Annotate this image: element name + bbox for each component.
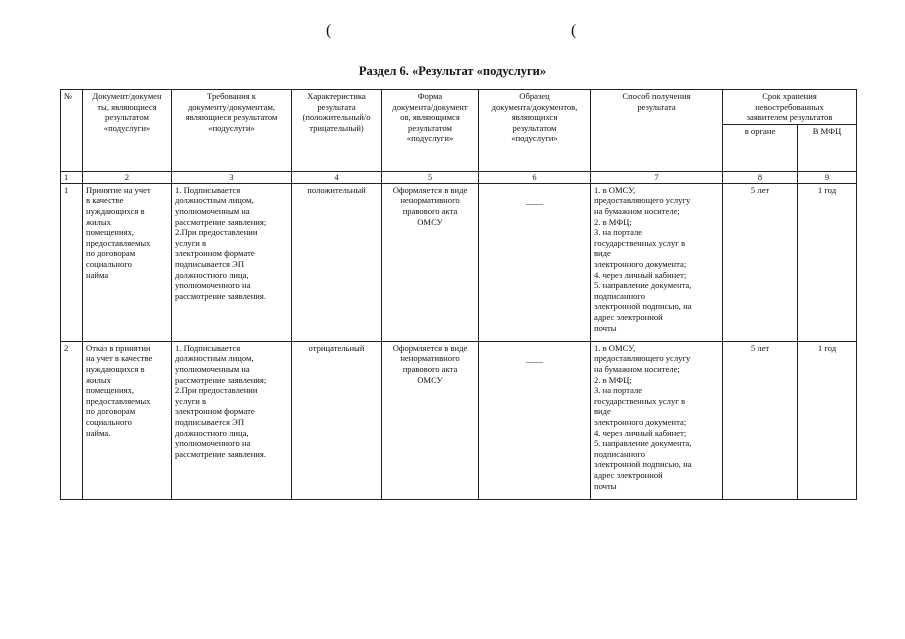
table-row bbox=[61, 183, 857, 341]
document-form: Оформляется в виде ненормативного правового акта ОМСУ bbox=[382, 183, 479, 341]
document-requirements: 1. Подписывается должностным лицом, уполномоченным на рассмотрение заявления; 2.При предоставлении услуги в электронном формате подписывается ЭП должностного лица, уполномоченного на рассмотрение заявления. bbox=[172, 341, 292, 499]
header-in-mfc: В МФЦ bbox=[798, 124, 857, 171]
column-number-row bbox=[61, 171, 857, 183]
header-storage-term: Срок хранения невостребованных заявителем результатов bbox=[723, 90, 857, 125]
column-number: 3 bbox=[172, 171, 292, 183]
storage-term-organ: 5 лет bbox=[723, 341, 798, 499]
section-title: Раздел 6. «Результат «подуслуги» bbox=[358, 64, 547, 78]
column-number: 5 bbox=[382, 171, 479, 183]
receipt-method: 1. в ОМСУ, предоставляющего услугу на бумажном носителе; 2. в МФЦ; 3. на портале государственных услуг в виде электронного документа; 4. через личный кабинет; 5. направление документа, подписанного электронной подписью, на адрес электронной почты bbox=[591, 183, 723, 341]
column-number: 4 bbox=[292, 171, 382, 183]
stray-paren-right: ( bbox=[571, 22, 577, 39]
header-method: Способ получения результата bbox=[591, 90, 723, 172]
document-requirements: 1. Подписывается должностным лицом, уполномоченным на рассмотрение заявления; 2.При предоставлении услуги в электронном формате подписывается ЭП должностного лица, уполномоченного на рассмотрение заявления. bbox=[172, 183, 292, 341]
result-characteristic: положительный bbox=[292, 183, 382, 341]
header-characteristic: Характеристика результата (положительный/о трицательный) bbox=[292, 90, 382, 172]
header-document: Документ/докумен ты, являющиеся результатом «подуслуги» bbox=[83, 90, 172, 172]
header-sample: Образец документа/документов, являющихся результатом «подуслуги» bbox=[479, 90, 591, 172]
storage-term-mfc: 1 год bbox=[798, 341, 857, 499]
column-number: 7 bbox=[591, 171, 723, 183]
column-number: 1 bbox=[61, 171, 83, 183]
header-requirements: Требования к документу/документам, являющиеся результатом «подуслуги» bbox=[172, 90, 292, 172]
header-form: Форма документа/документ ов, являющимся результатом «подуслуги» bbox=[382, 90, 479, 172]
document-sample: —— bbox=[479, 183, 591, 341]
header-row bbox=[61, 90, 857, 125]
result-table bbox=[60, 89, 857, 500]
row-number: 1 bbox=[61, 183, 83, 341]
column-number: 6 bbox=[479, 171, 591, 183]
column-number: 9 bbox=[798, 171, 857, 183]
receipt-method: 1. в ОМСУ, предоставляющего услугу на бумажном носителе; 2. в МФЦ; 3. на портале государственных услуг в виде электронного документа; 4. через личный кабинет; 5. направление документа, подписанного электронной подписью, на адрес электронной почты bbox=[591, 341, 723, 499]
stray-paren-left: ( bbox=[326, 22, 332, 39]
document-sample: —— bbox=[479, 341, 591, 499]
result-document: Отказ в принятии на учет в качестве нуждающихся в жилых помещениях, предоставляемых по договорам социального найма. bbox=[83, 341, 172, 499]
result-document: Принятие на учет в качестве нуждающихся в жилых помещениях, предоставляемых по договорам социального найма bbox=[83, 183, 172, 341]
result-characteristic: отрицательный bbox=[292, 341, 382, 499]
row-number: 2 bbox=[61, 341, 83, 499]
document-form: Оформляется в виде ненормативного правового акта ОМСУ bbox=[382, 341, 479, 499]
header-in-organ: в органе bbox=[723, 124, 798, 171]
storage-term-mfc: 1 год bbox=[798, 183, 857, 341]
table-row bbox=[61, 341, 857, 499]
header-number: № bbox=[61, 90, 83, 172]
column-number: 2 bbox=[83, 171, 172, 183]
column-number: 8 bbox=[723, 171, 798, 183]
storage-term-organ: 5 лет bbox=[723, 183, 798, 341]
